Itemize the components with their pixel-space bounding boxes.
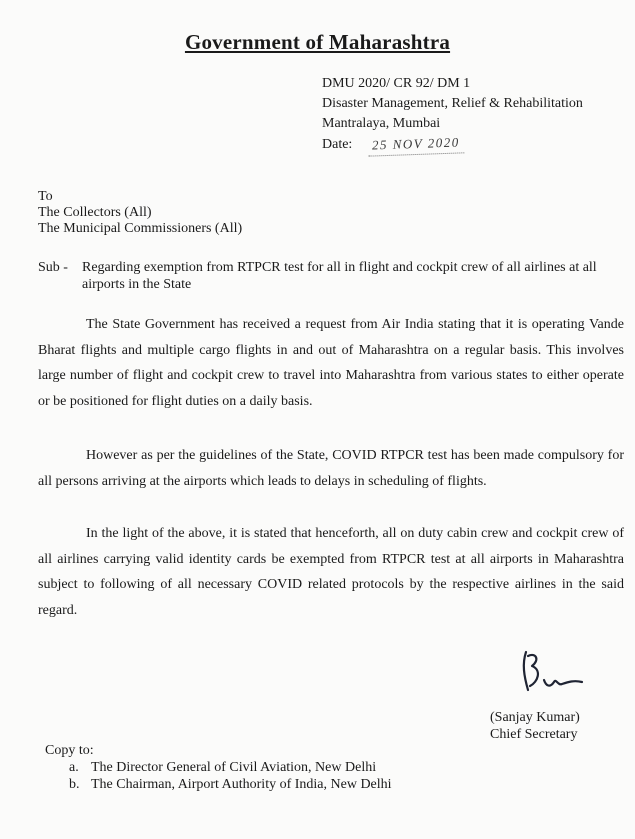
list-item-text: The Chairman, Airport Authority of India, New Delhi bbox=[91, 777, 392, 792]
subject-label: Sub - bbox=[38, 260, 68, 275]
department-name: Disaster Management, Relief & Rehabilitation bbox=[322, 96, 583, 111]
list-item bbox=[69, 759, 392, 776]
date-label: Date: bbox=[322, 137, 353, 152]
reference-number: DMU 2020/ CR 92/ DM 1 bbox=[322, 76, 471, 91]
list-item-text: The Director General of Civil Aviation, New Delhi bbox=[91, 760, 377, 775]
body-paragraph-2: However as per the guidelines of the State, COVID RTPCR test has been made compulsory for all persons arriving at the airports which leads to delays in scheduling of flights. bbox=[38, 448, 624, 489]
signatory-designation: Chief Secretary bbox=[490, 727, 578, 742]
subject-line bbox=[38, 259, 618, 293]
copy-to-list bbox=[45, 759, 392, 793]
copy-to-heading: Copy to: bbox=[45, 743, 94, 758]
signatory-name: (Sanjay Kumar) bbox=[490, 710, 580, 725]
to-label: To bbox=[38, 189, 53, 204]
date-stamp: 25 NOV 2020 bbox=[368, 132, 464, 156]
subject-text: Regarding exemption from RTPCR test for all in flight and cockpit crew of all airlines at all airports in the State bbox=[82, 260, 597, 292]
list-marker: a. bbox=[69, 760, 79, 775]
list-marker: b. bbox=[69, 777, 80, 792]
reference-block bbox=[322, 74, 627, 155]
handwritten-signature bbox=[516, 646, 588, 702]
body-paragraph-3: In the light of the above, it is stated that henceforth, all on duty cabin crew and cockpit crew of all airlines carrying valid identity cards be exempted from RTPCR test at all airports in Maharashtra subject to following of all necessary COVID related protocols by the respective airlines in the said regard. bbox=[38, 526, 624, 618]
office-location: Mantralaya, Mumbai bbox=[322, 116, 441, 131]
date-row bbox=[322, 134, 627, 155]
addressee-commissioners: The Municipal Commissioners (All) bbox=[38, 221, 243, 236]
copy-to-block bbox=[45, 742, 392, 793]
body-paragraph-1: The State Government has received a request from Air India stating that it is operating Vande Bharat flights and multiple cargo flights in and out of Maharashtra on a regular basis. This involves large number of flight and cockpit crew to travel into Maharashtra from various states to either operate or be positioned for flight duties on a daily basis. bbox=[38, 317, 624, 409]
addressee-block bbox=[38, 189, 242, 237]
document-title: Government of Maharashtra bbox=[184, 30, 451, 54]
addressee-collectors: The Collectors (All) bbox=[38, 205, 152, 220]
list-item bbox=[69, 776, 392, 793]
signatory-block bbox=[490, 709, 580, 743]
